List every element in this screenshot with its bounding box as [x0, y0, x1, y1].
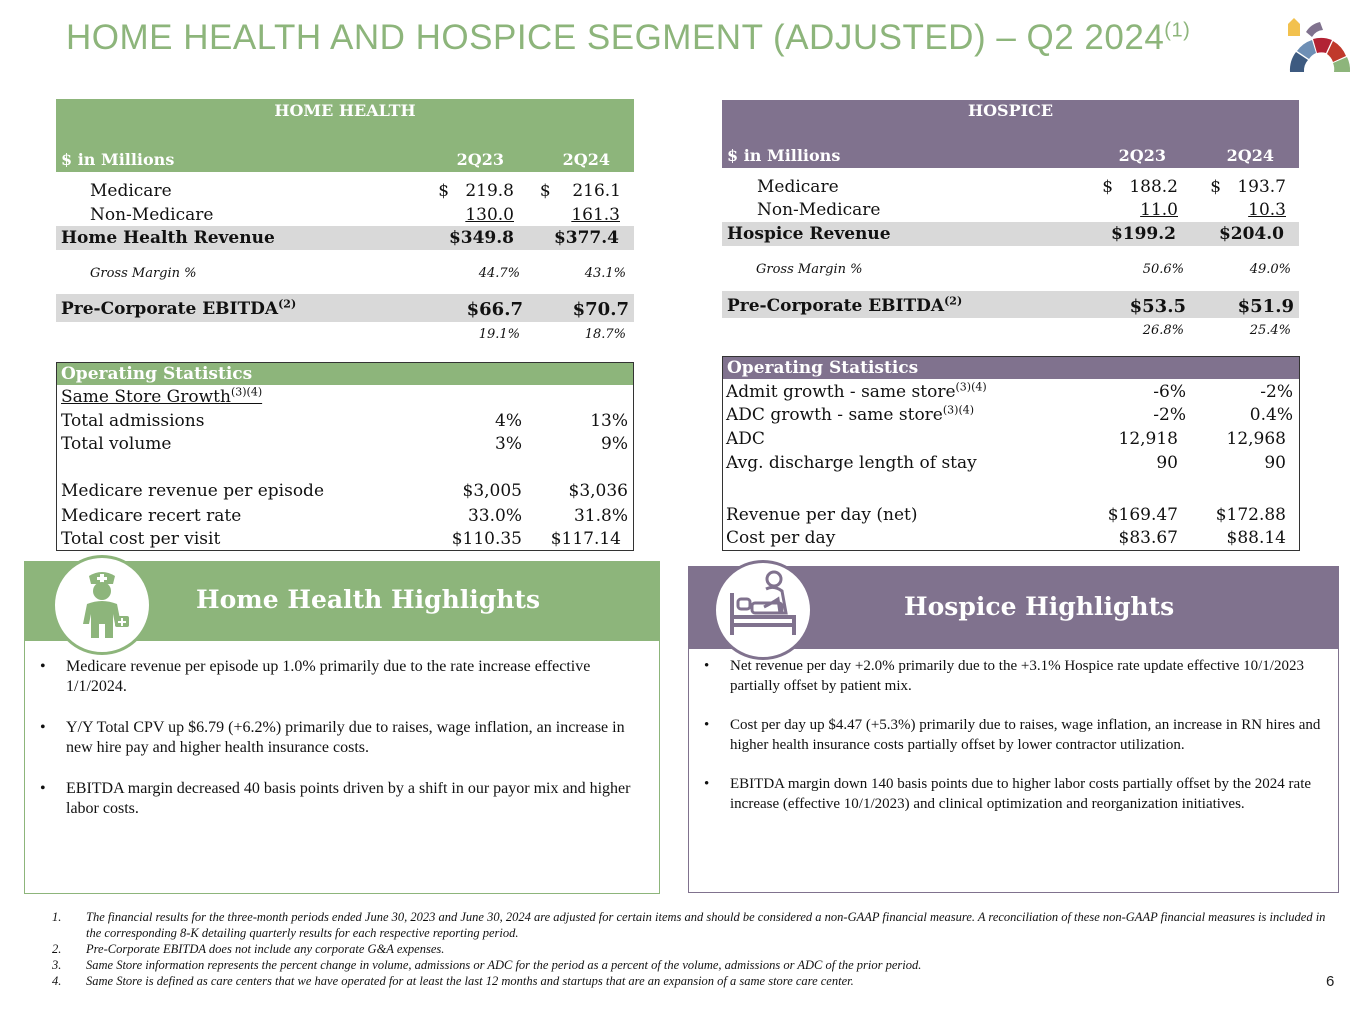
nurse-icon	[55, 558, 149, 652]
hospice-non-medicare-2q24: 10.3	[1248, 200, 1286, 220]
hs-rev-per-day-2q24: $172.88	[1215, 505, 1286, 525]
hh-cost-per-visit-label: Total cost per visit	[61, 529, 221, 549]
hh-medicare-recert-2q24: 31.8%	[573, 506, 628, 526]
footnote-2: 2. Pre-Corporate EBITDA does not include any corporate G&A expenses.	[52, 942, 445, 956]
hs-los-2q24: 90	[1264, 453, 1286, 473]
home-health-revenue-2q23: $349.8	[448, 228, 514, 248]
hospice-units: $ in Millions	[727, 146, 841, 165]
hospice-gross-margin-2q24: 49.0%	[1249, 262, 1291, 277]
hs-los-2q23: 90	[1156, 453, 1178, 473]
hh-total-admissions-2q24: 13%	[590, 411, 628, 431]
hospice-ebitda-margin-2q24: 25.4%	[1249, 323, 1291, 338]
hs-cost-per-day-label: Cost per day	[726, 528, 836, 548]
hospice-header: HOSPICE	[967, 101, 1054, 120]
home-health-revenue-label: Home Health Revenue	[61, 228, 275, 248]
home-health-header: HOME HEALTH	[274, 101, 416, 120]
hh-total-admissions-2q23: 4%	[495, 411, 522, 431]
hs-adc-growth-label: ADC growth - same store$^{(3)(4)}$	[726, 403, 975, 425]
home-health-ebitda-2q24: $70.7	[572, 299, 629, 320]
hospice-bullet-2: • Cost per day up $4.47 (+5.3%) primarily due to raises, wage inflation, an increase in RN hires and higher health insurance costs partially offset by lower contractor utilization.	[692, 716, 1332, 755]
hospice-highlights-title: Hospice Highlights	[904, 592, 1175, 621]
hospice-revenue-2q23: $199.2	[1110, 224, 1176, 244]
home-health-col-2q24: 2Q24	[562, 150, 610, 169]
hospice-gross-margin-2q23: 50.6%	[1142, 262, 1184, 277]
hs-admit-growth-2q24: -2%	[1260, 382, 1293, 402]
hs-adc-growth-2q24: 0.4%	[1249, 405, 1293, 425]
home-health-ebitda-margin-2q24: 18.7%	[584, 327, 626, 342]
home-health-highlights-title: Home Health Highlights	[196, 585, 541, 614]
hospice-bed-icon	[716, 563, 810, 657]
home-health-bullets	[28, 657, 648, 840]
hh-total-volume-2q24: 9%	[601, 434, 628, 454]
hs-admit-growth-2q23: -6%	[1153, 382, 1186, 402]
hh-medicare-recert-2q23: 33.0%	[467, 506, 522, 526]
hospice-non-medicare-label: Non-Medicare	[757, 200, 881, 220]
hospice-bullet-3: • EBITDA margin down 140 basis points due to higher labor costs partially offset by the 2024 rate increase (effective 10/1/2023) and clinical optimization and reorganization initiatives.	[692, 775, 1332, 814]
home-health-bullet-3: • EBITDA margin decreased 40 basis points driven by a shift in our payor mix and higher labor costs.	[28, 779, 648, 819]
page-title: HOME HEALTH AND HOSPICE SEGMENT (ADJUSTED) – Q2 2024$^{(1)}$	[66, 18, 1191, 57]
home-health-non-medicare-2q24: 161.3	[571, 205, 620, 225]
footnotes	[52, 909, 1335, 990]
hospice-col-2q23: 2Q23	[1118, 146, 1166, 165]
home-health-gross-margin-label: Gross Margin %	[90, 266, 197, 281]
company-logo	[1286, 16, 1352, 74]
hh-medicare-rev-episode-label: Medicare revenue per episode	[61, 481, 325, 501]
footnote-3: 3. Same Store information represents the percent change in volume, admissions or ADC for the period as a percent of the volume, admissions or ADC of the prior period.	[52, 958, 922, 972]
hospice-gross-margin-label: Gross Margin %	[756, 262, 863, 277]
page-number: 6	[1326, 973, 1335, 990]
nurse-icon-circle	[52, 555, 152, 655]
hospice-revenue-2q24: $204.0	[1218, 224, 1284, 244]
hospice-revenue-label: Hospice Revenue	[727, 224, 891, 244]
footnote-1: 1. The financial results for the three-month periods ended June 30, 2023 and June 30, 2024 are adjusted for certain items and should be considered a non-GAAP financial measure. A reconciliation of these non-GAAP financial measures is included in the corresponding 8-K detailing quarterly results for each respective reporting period.	[52, 910, 1326, 940]
home-health-medicare-2q24: $ 216.1	[539, 181, 621, 201]
home-health-bullet-2: • Y/Y Total CPV up $6.79 (+6.2%) primarily due to raises, wage inflation, an increase in new hire pay and higher health insurance costs.	[28, 718, 648, 758]
home-health-bullet-1: • Medicare revenue per episode up 1.0% primarily due to the rate increase effective 1/1/2024.	[28, 657, 648, 697]
hs-cost-per-day-2q23: $83.67	[1118, 528, 1178, 548]
hospice-bullet-1: • Net revenue per day +2.0% primarily due to the +3.1% Hospice rate update effective 10/1/2023 partially offset by patient mix.	[692, 657, 1332, 696]
hh-medicare-rev-episode-2q23: $3,005	[462, 481, 522, 501]
home-health-gross-margin-2q23: 44.7%	[478, 266, 520, 281]
hs-rev-per-day-2q23: $169.47	[1107, 505, 1178, 525]
hospice-medicare-2q23: $ 188.2	[1102, 177, 1178, 197]
hs-adc-2q24: 12,968	[1226, 429, 1286, 449]
hospice-ebitda-label: Pre-Corporate EBITDA$^{(2)}$	[727, 294, 963, 316]
hs-adc-growth-2q23: -2%	[1153, 405, 1186, 425]
home-health-ebitda-2q23: $66.7	[466, 299, 523, 320]
home-health-revenue-2q24: $377.4	[553, 228, 619, 248]
hs-adc-2q23: 12,918	[1118, 429, 1178, 449]
home-health-medicare-2q23: $ 219.8	[438, 181, 514, 201]
home-health-col-2q23: 2Q23	[456, 150, 504, 169]
home-health-ebitda-label: Pre-Corporate EBITDA$^{(2)}$	[61, 297, 297, 319]
hs-cost-per-day-2q24: $88.14	[1226, 528, 1286, 548]
hh-medicare-rev-episode-2q24: $3,036	[568, 481, 628, 501]
hospice-ebitda-2q23: $53.5	[1129, 296, 1186, 317]
home-health-ebitda-margin-2q23: 19.1%	[478, 327, 520, 342]
hh-total-admissions-label: Total admissions	[61, 411, 205, 431]
hs-los-label: Avg. discharge length of stay	[726, 453, 977, 473]
home-health-ops-header: Operating Statistics	[57, 363, 633, 385]
hospice-bed-icon-circle	[713, 560, 813, 660]
hospice-ebitda-margin-2q23: 26.8%	[1142, 323, 1184, 338]
hospice-bullets	[692, 657, 1332, 835]
hospice-ops-header: Operating Statistics	[723, 357, 1299, 379]
home-health-ops-subheader: Same Store Growth$^{(3)(4)}$	[61, 385, 263, 407]
hospice-medicare-label: Medicare	[757, 177, 839, 197]
footnote-4: 4. Same Store is defined as care centers that we have operated for at least the last 12 months and startups that are an expansion of a same store care center.	[52, 974, 854, 988]
hospice-ebitda-2q24: $51.9	[1237, 296, 1294, 317]
hh-total-volume-label: Total volume	[61, 434, 172, 454]
home-health-gross-margin-2q24: 43.1%	[584, 266, 626, 281]
hs-adc-label: ADC	[726, 429, 765, 449]
hh-total-volume-2q23: 3%	[495, 434, 522, 454]
hh-medicare-recert-label: Medicare recert rate	[61, 506, 242, 526]
hospice-col-2q24: 2Q24	[1226, 146, 1274, 165]
home-health-non-medicare-label: Non-Medicare	[90, 205, 214, 225]
hospice-medicare-2q24: $ 193.7	[1210, 177, 1286, 197]
home-health-medicare-label: Medicare	[90, 181, 172, 201]
hospice-non-medicare-2q23: 11.0	[1140, 200, 1178, 220]
home-health-non-medicare-2q23: 130.0	[465, 205, 514, 225]
hh-cost-per-visit-2q23: $110.35	[451, 529, 522, 549]
hs-rev-per-day-label: Revenue per day (net)	[726, 505, 918, 525]
hh-cost-per-visit-2q24: $117.14	[550, 529, 621, 549]
home-health-units: $ in Millions	[61, 150, 175, 169]
hs-admit-growth-label: Admit growth - same store$^{(3)(4)}$	[726, 380, 987, 402]
